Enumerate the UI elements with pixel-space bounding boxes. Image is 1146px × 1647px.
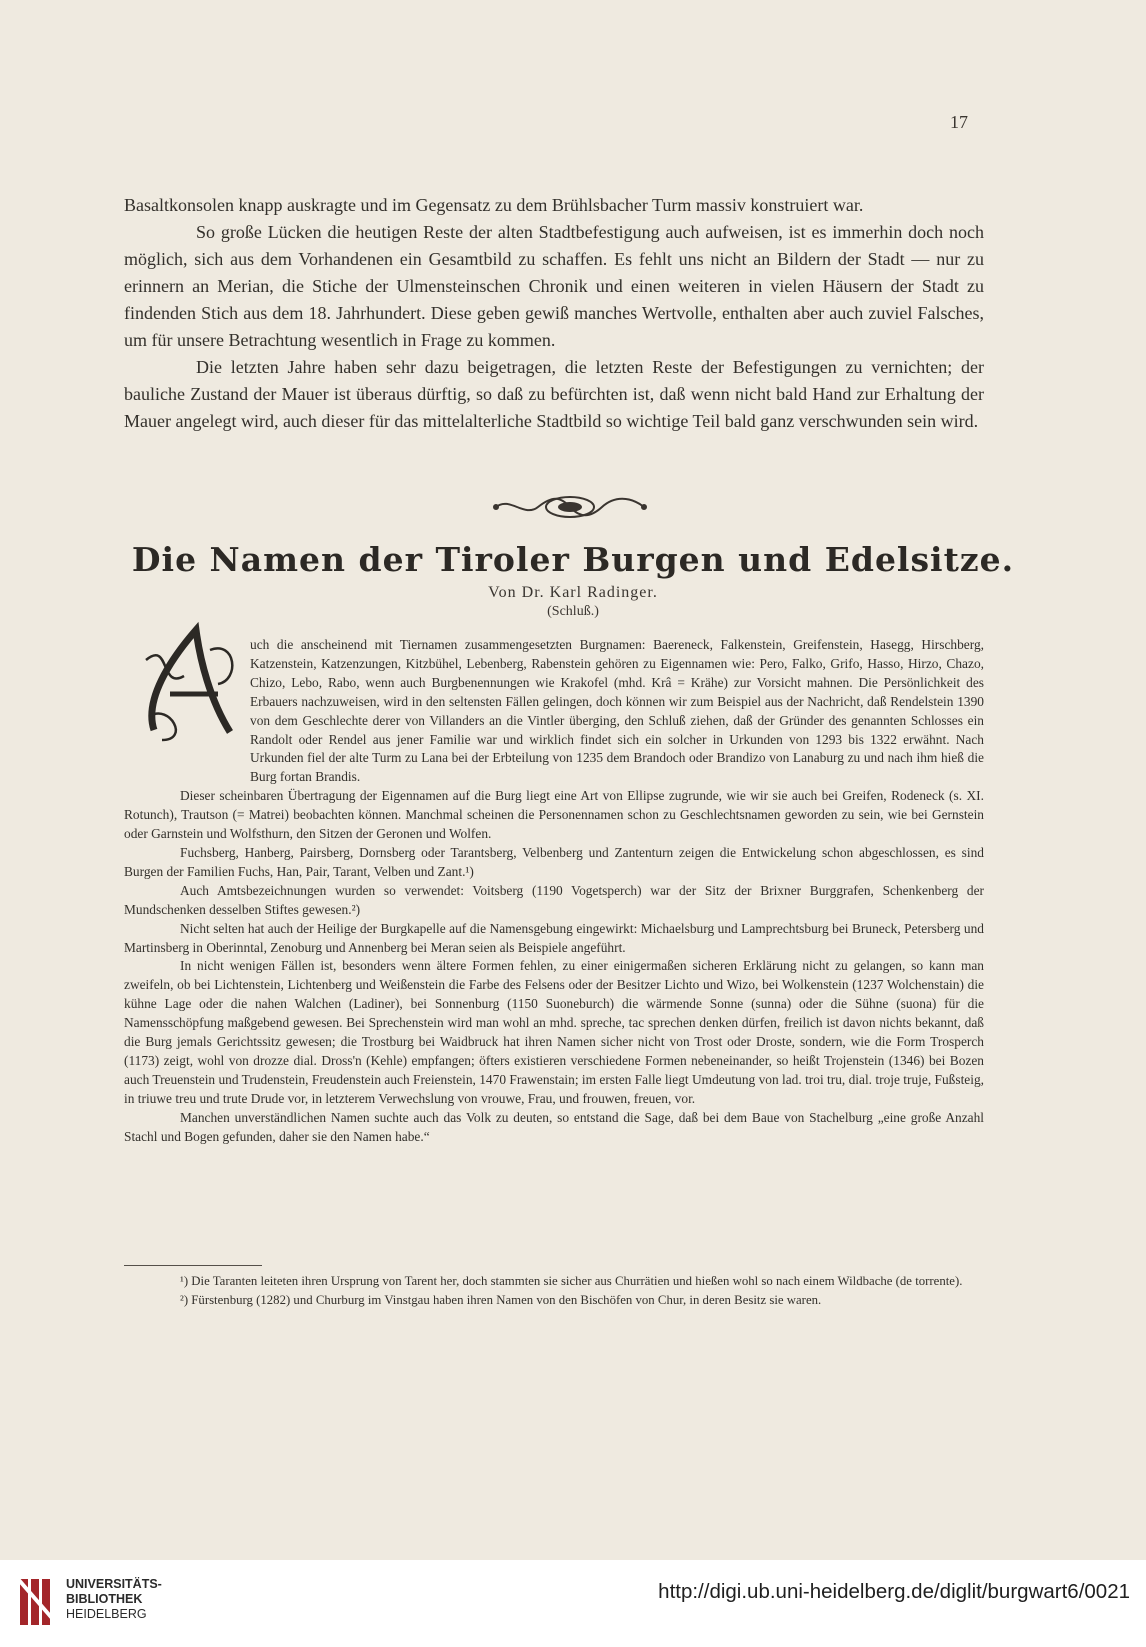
library-name [66, 1577, 162, 1622]
paragraph: Nicht selten hat auch der Heilige der Burgkapelle auf die Namensgebung eingewirkt: Michaelsburg und Lamprechtsburg bei Bruneck, Petersberg und Martinsberg in Oberinntal, Zenoburg und Annenberg bei Meran seien als Beispiele angeführt. [124, 920, 984, 955]
footnote: ¹) Die Taranten leiteten ihren Ursprung von Tarent her, doch stammten sie sicher aus Churrätien und hießen wohl so nach einem Wildbache (de torrente). [180, 1274, 963, 1288]
footnote-rule [124, 1265, 262, 1266]
footnotes [124, 1272, 984, 1310]
continuation-note: (Schluß.) [547, 604, 599, 619]
article-body [124, 636, 984, 1146]
library-line: UNIVERSITÄTS- [66, 1577, 162, 1591]
svg-text:A: A [184, 671, 200, 696]
library-line: BIBLIOTHEK [66, 1592, 143, 1606]
paragraph: In nicht wenigen Fällen ist, besonders wenn ältere Formen fehlen, zu einer einigermaßen sicheren Erklärung nicht zu gelangen, so kann man zweifeln, ob bei Lichtenstein, Lichtenberg und Weißenstein die Farbe des Felsens oder der Besitzer Lichto und Wizo, bei Wolkenstein (1237 Wolchenstain) die kühne Lage oder die nahen Walchen (Ladiner), bei Sonnenburg (1150 Suoneburch) die wärmende Sonne (sunna) oder die Sühne (suona) für die Namensschöpfung maßgebend gewesen. Bei Sprechenstein wird man wohl an mhd. spreche, tac sprechen denken dürfen, freilich ist davon nichts bekannt, daß die Burg jemals Gerichtssitz gewesen; die Trostburg bei Waidbruck hat ihren Namen sicher nicht von Trost oder Droste, sondern, wie die Form Trosperch (1173) zeigt, wohl von drozze dial. Dross'n (Kehle) empfangen; öfters existieren verschiedene Formen nebeneinander, so heißt Trojenstein (1346) bei Bozen auch Treuenstein und Trudenstein, Freudenstein auch Freienstein, 1470 Frawenstain; im ersten Falle liegt Umdeutung von lad. troi tru, dial. troje truje, Fußsteig, in triuwe treu und trute Drude vor, in letzterem Verwechslung von vrouwe, Frau, und frouwen, freuen, vor. [124, 958, 984, 1106]
ornament-divider [490, 492, 650, 522]
paragraph: Manchen unverständlichen Namen suchte auch das Volk zu deuten, so entstand die Sage, daß bei dem Baue von Stachelburg „eine große Anzahl Stachl und Bogen gefunden, daher sie den Namen habe.“ [124, 1109, 984, 1144]
library-line: HEIDELBERG [66, 1607, 147, 1621]
preceding-article-text [124, 192, 984, 435]
paragraph: Fuchsberg, Hanberg, Pairsberg, Dornsberg oder Tarantsberg, Velbenberg und Zantenturn zeigen die Entwickelung schon abgeschlossen, es sind Burgen der Familien Fuchs, Han, Pair, Tarant, Velben und Zant.¹) [124, 844, 984, 879]
permalink-url[interactable]: http://digi.ub.uni-heidelberg.de/diglit/burgwart6/0021 [658, 1580, 1130, 1603]
library-logo-icon [16, 1575, 60, 1629]
paragraph: Auch Amtsbezeichnungen wurden so verwendet: Voitsberg (1190 Vogetsperch) war der Sitz der Brixner Burggrafen, Schenkenberg der Mundschenken desselben Stiftes gewesen.²) [124, 882, 984, 917]
page-number: 17 [950, 112, 968, 132]
paragraph: Basaltkonsolen knapp auskragte und im Gegensatz zu dem Brühlsbacher Turm massiv konstruiert war. [124, 195, 864, 215]
paragraph: So große Lücken die heutigen Reste der alten Stadtbefestigung auch aufweisen, ist es immerhin doch noch möglich, sich aus dem Vorhandenen ein Gesamtbild zu schaffen. Es fehlt uns nicht an Bildern der Stadt — nur zu erinnern an Merian, die Stiche der Ulmensteinschen Chronik und einen weiteren in vielen Häusern der Stadt zu findenden Stich aus dem 18. Jahrhundert. Diese geben gewiß manches Wertvolle, enthalten aber auch zuviel Falsches, um für unsere Betrachtung wesentlich in Frage zu kommen. [124, 222, 984, 350]
paragraph-first: uch die anscheinend mit Tiernamen zusammengesetzten Burgnamen: Baereneck, Falkenstein, Greifenstein, Hasegg, Hirschberg, Katzenstein, Katzenzungen, Kitzbühel, Lebenberg, Rabenstein gehören zu Eigennamen wie: Pero, Falko, Grifo, Hasso, Hirzo, Chazo, Chizo, Lebo, Rabo, wenn auch Burgbenennungen wie Krakofel (mhd. Krâ = Krähe) zur Vorsicht mahnen. Die Persönlichkeit des Erbauers nachzuweisen, wird in den seltensten Fällen gelingen, doch können wir zum Beispiel aus der Nachricht, daß Rendelstein 1390 von dem Geschlechte derer von Villanders an die Vintler überging, den Schluß ziehen, daß der Gründer des genannten Schlosses ein Randolt oder Rendel aus jener Familie war und wirklich findet sich ein solcher in Urkunden von 1293 bis 1322 erwähnt. Nach Urkunden fiel der alte Turm zu Lana bei der Erbteilung von 1235 dem Brandoch oder Brandizo von Lanaburg zu und nach ihm hieß die Burg fortan Brandis. [250, 637, 984, 785]
article-byline: Von Dr. Karl Radinger. [488, 584, 658, 601]
footnote: ²) Fürstenburg (1282) und Churburg im Vinstgau haben ihren Namen von den Bischöfen von Chur, in deren Besitz sie waren. [180, 1293, 822, 1308]
paragraph: Dieser scheinbaren Übertragung der Eigennamen auf die Burg liegt eine Art von Ellipse zugrunde, wie wir sie auch bei Greifen, Rodeneck (s. XI. Rotunch), Trautson (= Matrei) beobachten können. Manchmal scheinen die Personennamen schon zu Geschlechtsnamen geworden zu sein, wie bei Gernstein oder Garnstein und Wolfsthurn, den Sitzen der Geronen und Wolfen. [124, 788, 984, 842]
paragraph: Die letzten Jahre haben sehr dazu beigetragen, die letzten Reste der Befestigungen zu vernichten; der bauliche Zustand der Mauer ist überaus dürftig, so daß zu befürchten ist, daß wenn nicht bald Hand zur Erhaltung der Mauer angelegt wird, auch dieser für das mittelalterliche Stadtbild so wichtige Teil bald ganz verschwunden sein wird. [124, 357, 984, 431]
article-title: Die Namen der Tiroler Burgen und Edelsitze. [131, 540, 1015, 579]
